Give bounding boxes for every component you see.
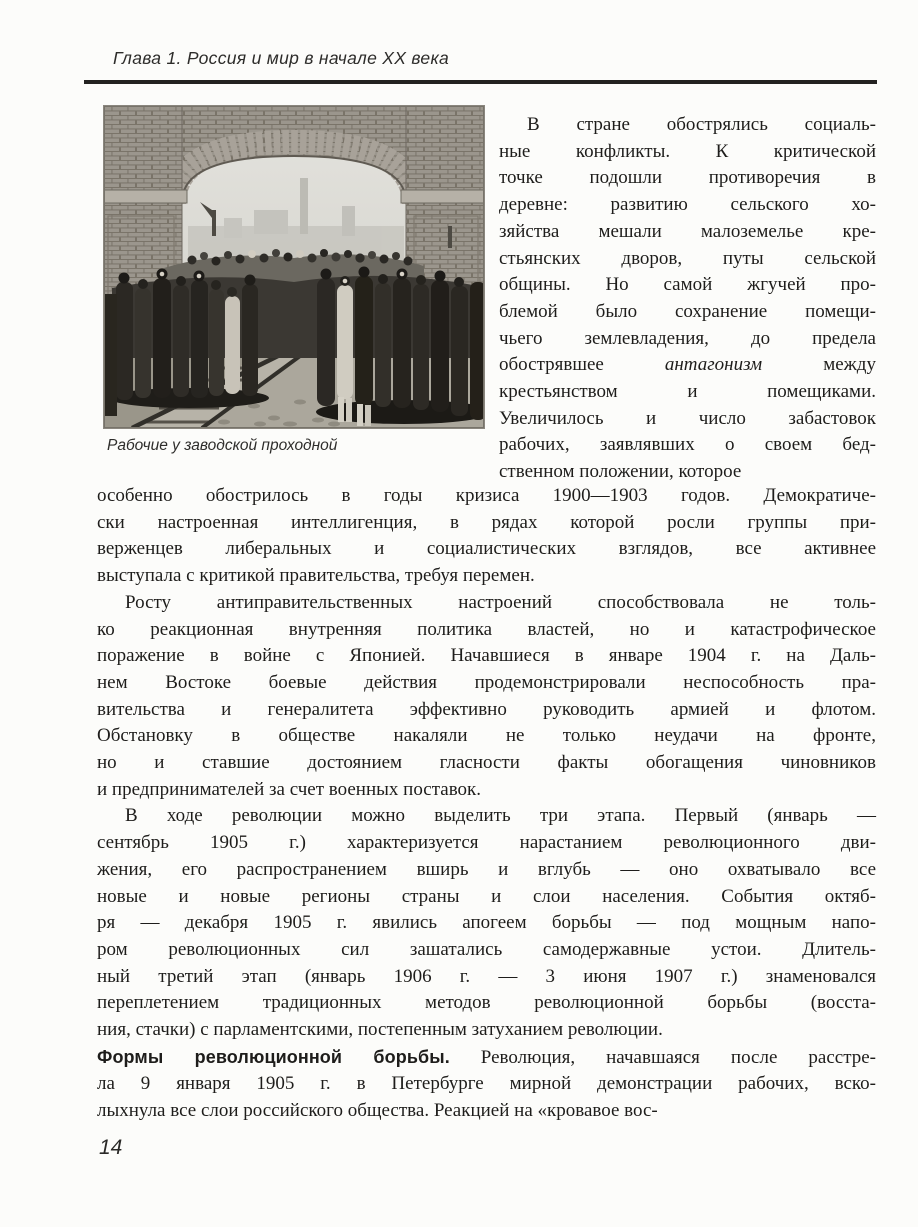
text-line: блемой было сохранение помещи- [499,300,876,322]
text-line: поражение в войне с Японией. Начавшиеся в январе 1904 г. на Даль- [97,645,876,667]
text-line [97,1044,876,1072]
text-line: ря — декабря 1905 г. явились апогеем борьбы — под мощным напо- [97,912,876,934]
text-line [499,352,876,379]
text-line: сентябрь 1905 г.) характеризуется нарастанием революционного дви- [97,832,876,854]
text-line: вительства и генералитета эффективно руководить армией и флотом. [97,698,876,720]
text-line: и предпринимателей за счет военных поставок. [97,778,482,800]
text-line: ния, стачки) с парламентскими, постепенным затуханием революции. [97,1019,663,1041]
text-line: но и ставшие достоянием гласности факты обогащения чиновников [97,752,876,774]
chapter-header: Глава 1. Россия и мир в начале XX века [113,48,450,68]
text-line: зяйства мешали малоземелье кре- [499,220,876,242]
paragraph-antigovernment [97,590,876,804]
text-run: между [762,354,876,376]
text-line: новые и новые регионы страны и слои населения. События октяб- [97,885,876,907]
text-line: стьянских дворов, путы сельской [499,247,876,269]
text-line: рабочих, заявлявших о своем бед- [499,434,876,456]
text-line: верженцев либеральных и социалистических взглядов, все активнее [97,538,876,560]
text-line: особенно обострилось в годы кризиса 1900—1903 годов. Демократиче- [97,485,876,506]
text-line: ный третий этап (январь 1906 г. — 3 июня 1907 г.) знаменовался [97,965,876,987]
text-line: Увеличилось и число забастовок [499,407,876,429]
paragraph-revolution-stages [97,803,876,1043]
text-line: ные конфликты. К критической [499,140,876,162]
text-run: обострявшее [499,354,665,376]
text-line: Обстановку в обществе накаляли не только неудачи на фронте, [97,725,876,747]
text-run: Революция, начавшаяся после расстре- [449,1046,876,1068]
text-line: переплетением традиционных методов революционной борьбы (восста- [97,992,876,1014]
text-run-italic: антагонизм [664,354,763,376]
header-divider [84,80,877,84]
text-line: лыхнула все слои российского общества. Реакцией на «кровавое вос- [97,1100,658,1122]
paragraph-continuation [97,483,876,590]
photo-figure [104,106,484,428]
text-line: нем Востоке боевые действия продемонстрировали неспособность пра- [97,671,876,693]
text-line: деревне: развитию сельского хо- [499,194,876,216]
text-line: В ходе революции можно выделить три этапа. Первый (январь — [125,805,876,827]
text-line: ственном положении, которое [499,461,742,483]
text-line: чьего землевладения, до предела [499,327,876,349]
text-line: общины. Но самой жгучей про- [499,274,876,296]
body-text [97,483,876,1125]
text-line: выступала с критикой правительства, требуя перемен. [97,565,535,587]
crowd-right [316,267,484,427]
text-line: ски настроенная интеллигенция, в рядах которой росли группы при- [97,511,876,533]
paragraph-forms-of-struggle [97,1044,876,1125]
factory-gate-photo [104,106,484,428]
text-line: жения, его распространением вширь и вглубь — оно охватывало все [97,858,876,880]
text-line: ла 9 января 1905 г. в Петербурге мирной демонстрации рабочих, вско- [97,1073,876,1095]
photo-caption: Рабочие у заводской проходной [107,437,338,454]
text-line: точке подошли противоречия в [499,167,876,189]
page-number: 14 [99,1136,123,1159]
text-line: ко реакционная внутренняя политика властей, но и катастрофическое [97,618,876,640]
text-line: ром революционных сил зашатались самодержавные устои. Длитель- [97,938,876,960]
text-run-bold-sans: Формы революционной борьбы. [97,1046,450,1067]
text-line: Росту антиправительственных настроений способствовала не толь- [125,591,876,613]
column-paragraph [499,112,876,486]
text-line: крестьянством и помещиками. [499,381,876,403]
text-line: В стране обострялись социаль- [527,114,876,135]
